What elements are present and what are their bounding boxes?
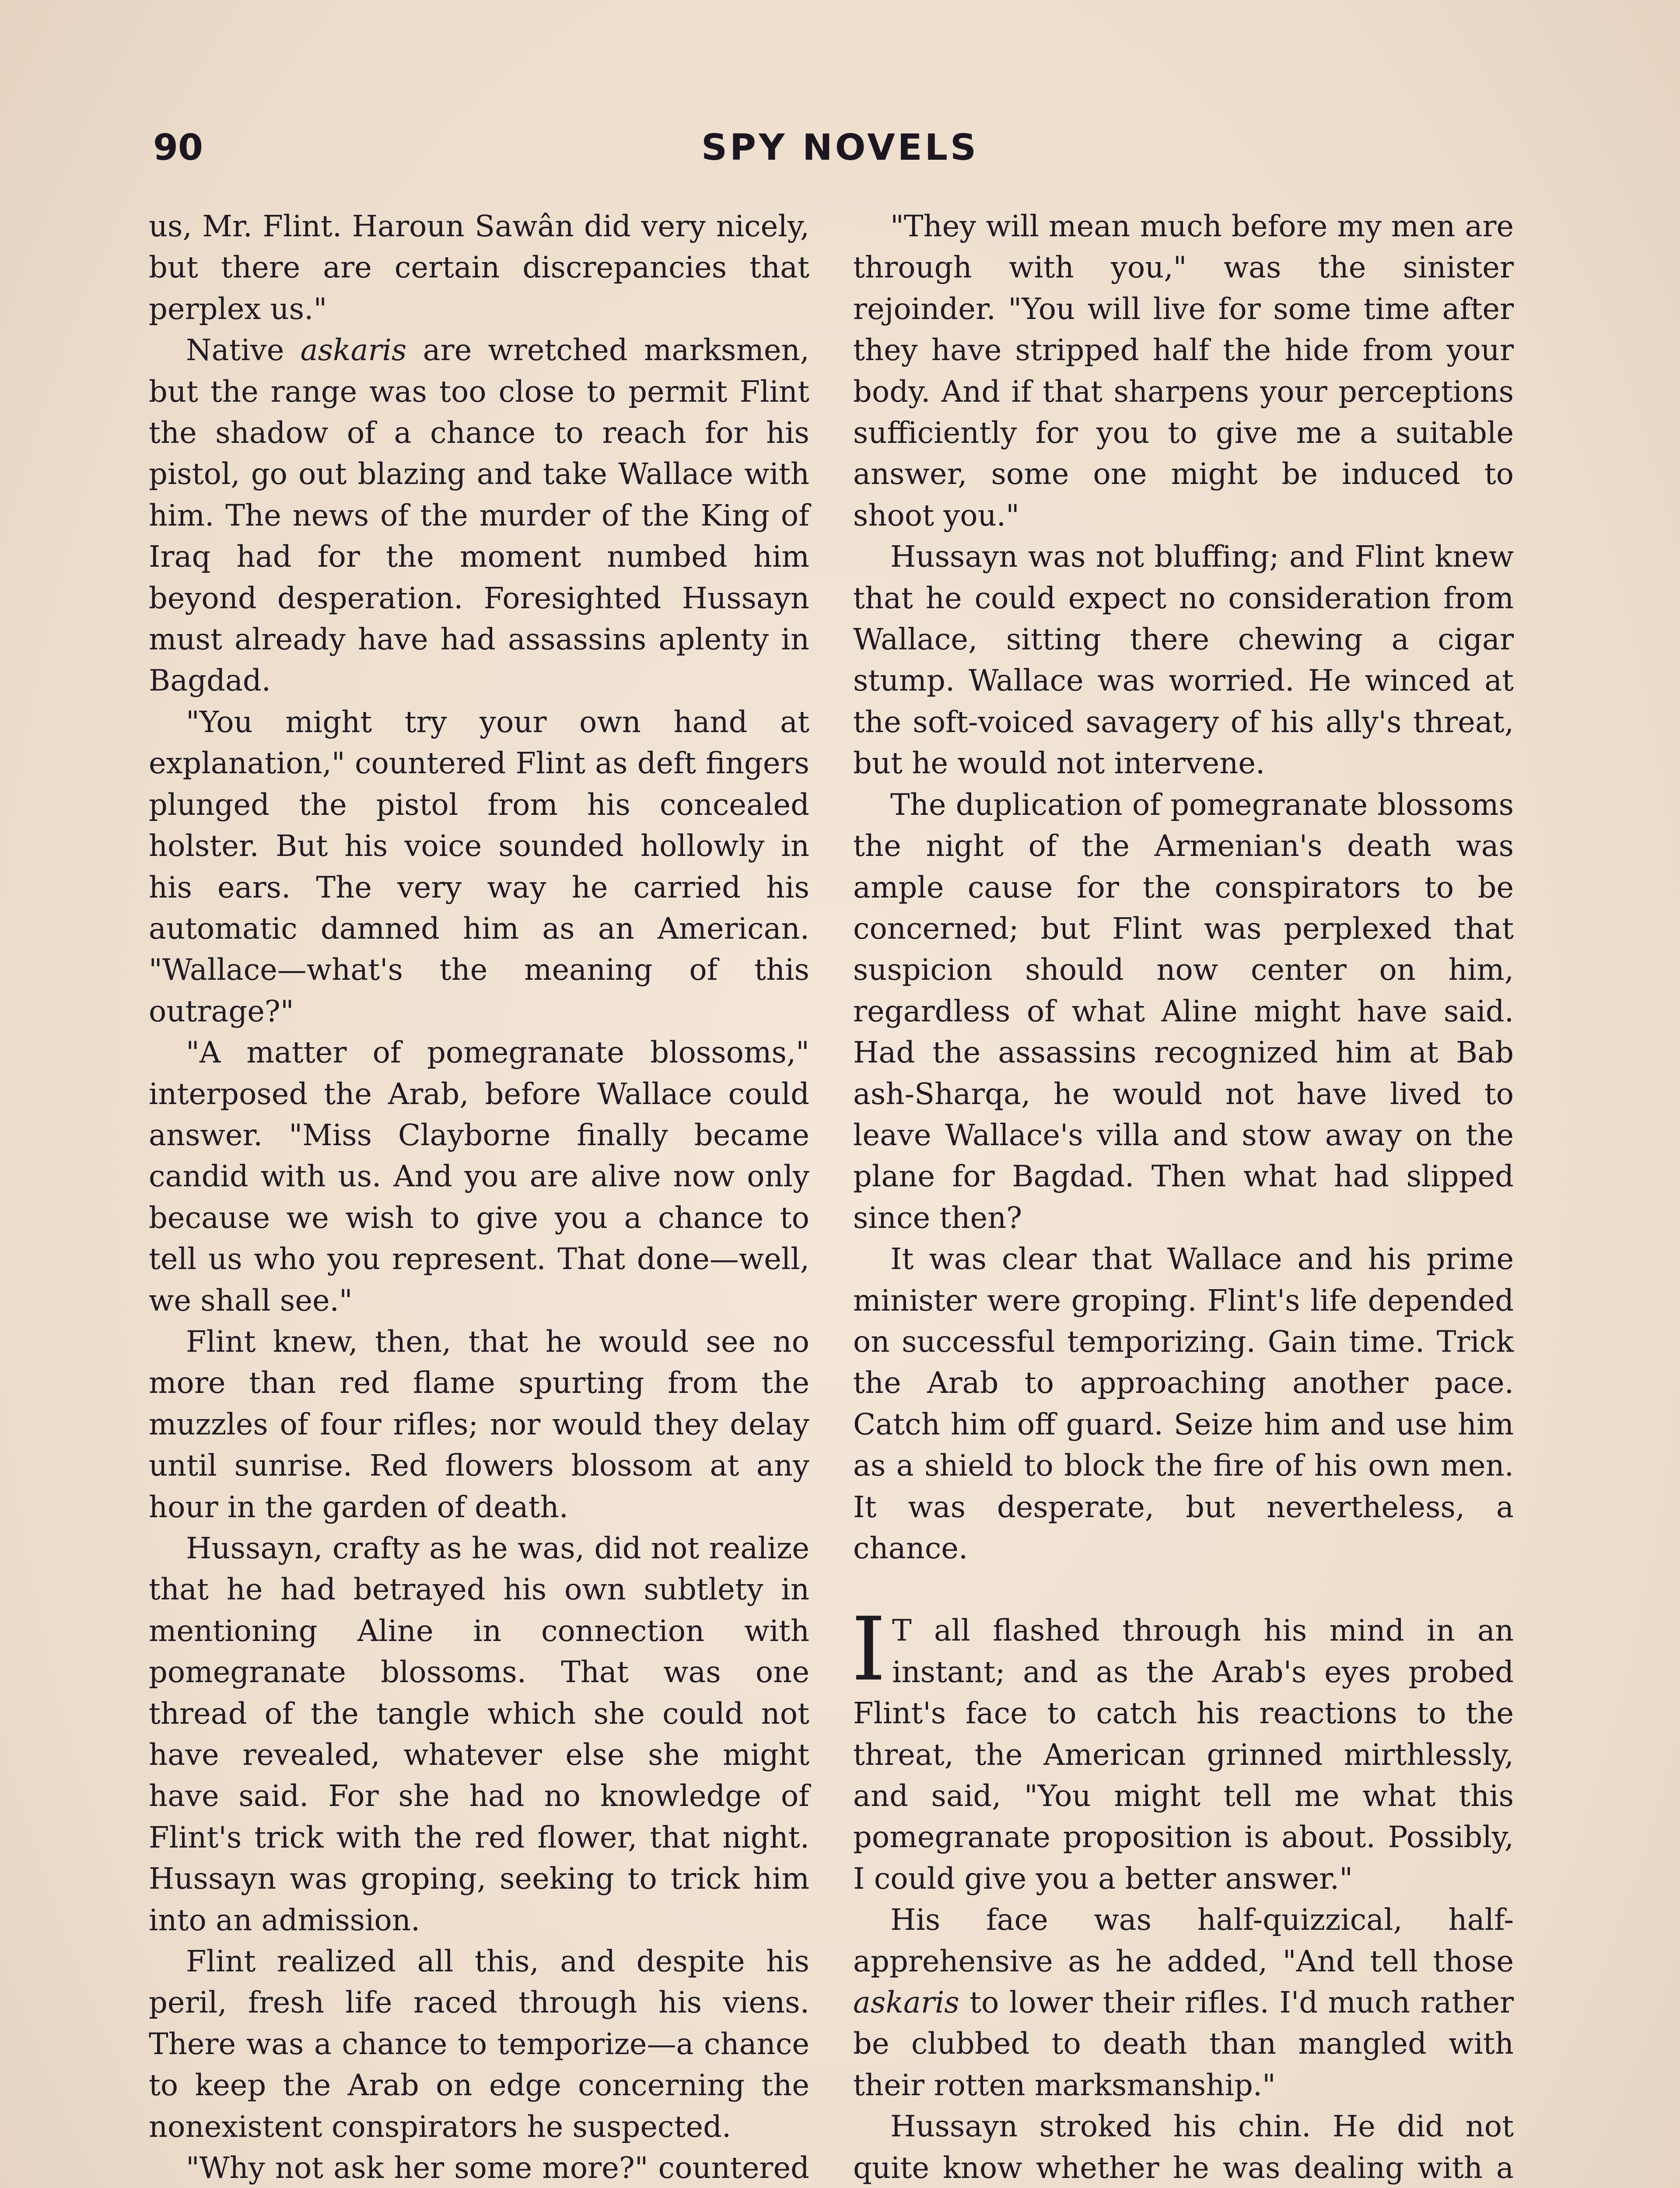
paragraph: "They will mean much before my men are through with you," was the sinister rejoinder. "You will live for some time after they have stripped half the hide from your body. And if that sharpens your perceptions sufficiently for you to give me a suitable answer, some one might be induced to shoot you." — [853, 209, 1514, 533]
paragraph: "Why not ask her some more?" countered — [186, 2151, 809, 2185]
drop-cap: I — [851, 1599, 886, 1701]
italic-word: askaris — [300, 333, 407, 368]
left-column — [149, 206, 809, 2188]
paragraph: us, Mr. Flint. Haroun Sawân did very nicely, but there are certain discrepancies that perplex us." — [149, 209, 809, 326]
paragraph: It was clear that Wallace and his prime minister were groping. Flint's life depended on successful temporizing. Gain time. Trick the Arab to approaching another pace. Catch him off guard. Seize him and use him as a shield to block the fire of his own men. It was desperate, but nevertheless, a chance. — [853, 1242, 1514, 1565]
section-opening-paragraph — [851, 1599, 1514, 1899]
paragraph: Hussayn was not bluffing; and Flint knew that he could expect no consideration from Wallace, sitting there chewing a cigar stump. Wallace was worried. He winced at the soft-voiced savagery of his ally's threat, but he would not intervene. — [853, 540, 1514, 781]
paragraph: The duplication of pomegranate blossoms the night of the Armenian's death was ample cause for the conspirators to be concerned; but Flint was perplexed that suspicion should now center on him, regardless of what Aline might have said. Had the assassins recognized him at Bab ash-Sharqa, he would not have lived to leave Wallace's villa and stow away on the plane for Bagdad. Then what had slipped since then? — [853, 787, 1514, 1235]
paragraph: Hussayn stroked his chin. He did not quite know whether he was dealing with a — [853, 2109, 1514, 2185]
italic-word: askaris — [853, 1985, 959, 2020]
paragraph-text: T all flashed through his mind in an instant; and as the Arab's eyes probed Flint's face to catch his reactions to the threat, the American grinned mirthlessly, and said, "You might tell me what this pomegranate proposition is about. Possibly, I could give you a better answer." — [853, 1613, 1514, 1896]
paragraph: "You might try your own hand at explanation," countered Flint as deft fingers plunged the pistol from his concealed holster. But his voice sounded hollowly in his ears. The very way he carried his automatic damned him as an American. "Wallace—what's the meaning of this outrage?" — [149, 705, 809, 1028]
paragraph: His face was half-quizzical, half-apprehensive as he added, "And tell those askaris to lower their rifles. I'd much rather be clubbed to death than mangled with their rotten marksmanship." — [853, 1903, 1514, 2102]
paragraph: "A matter of pomegranate blossoms," interposed the Arab, before Wallace could answer. "Miss Clayborne finally became candid with us. And you are alive now only because we wish to give you a chance to tell us who you represent. That done—well, we shall see." — [149, 1035, 809, 1318]
paragraph: Native askaris are wretched marksmen, but the range was too close to permit Flint the shadow of a chance to reach for his pistol, go out blazing and take Wallace with him. The news of the murder of the King of Iraq had for the moment numbed him beyond desperation. Foresighted Hussayn must already have had assassins aplenty in Bagdad. — [149, 333, 809, 698]
paragraph: Hussayn, crafty as he was, did not realize that he had betrayed his own subtlety in mentioning Aline in connection with pomegranate blossoms. That was one thread of the tangle which she could not have revealed, whatever else she might have said. For she had no knowledge of Flint's trick with the red flower, that night. Hussayn was groping, seeking to trick him into an admission. — [149, 1531, 809, 1937]
paragraph: Flint knew, then, that he would see no more than red flame spurting from the muzzles of four rifles; nor would they delay until sunrise. Red flowers blossom at any hour in the garden of death. — [149, 1324, 809, 1524]
right-column — [853, 206, 1514, 2188]
paragraph: Flint realized all this, and despite his peril, fresh life raced through his viens. There was a chance to temporize—a chance to keep the Arab on edge concerning the nonexistent conspirators he suspected. — [149, 1944, 809, 2144]
running-title: SPY NOVELS — [701, 127, 979, 168]
page-number: 90 — [153, 127, 203, 168]
